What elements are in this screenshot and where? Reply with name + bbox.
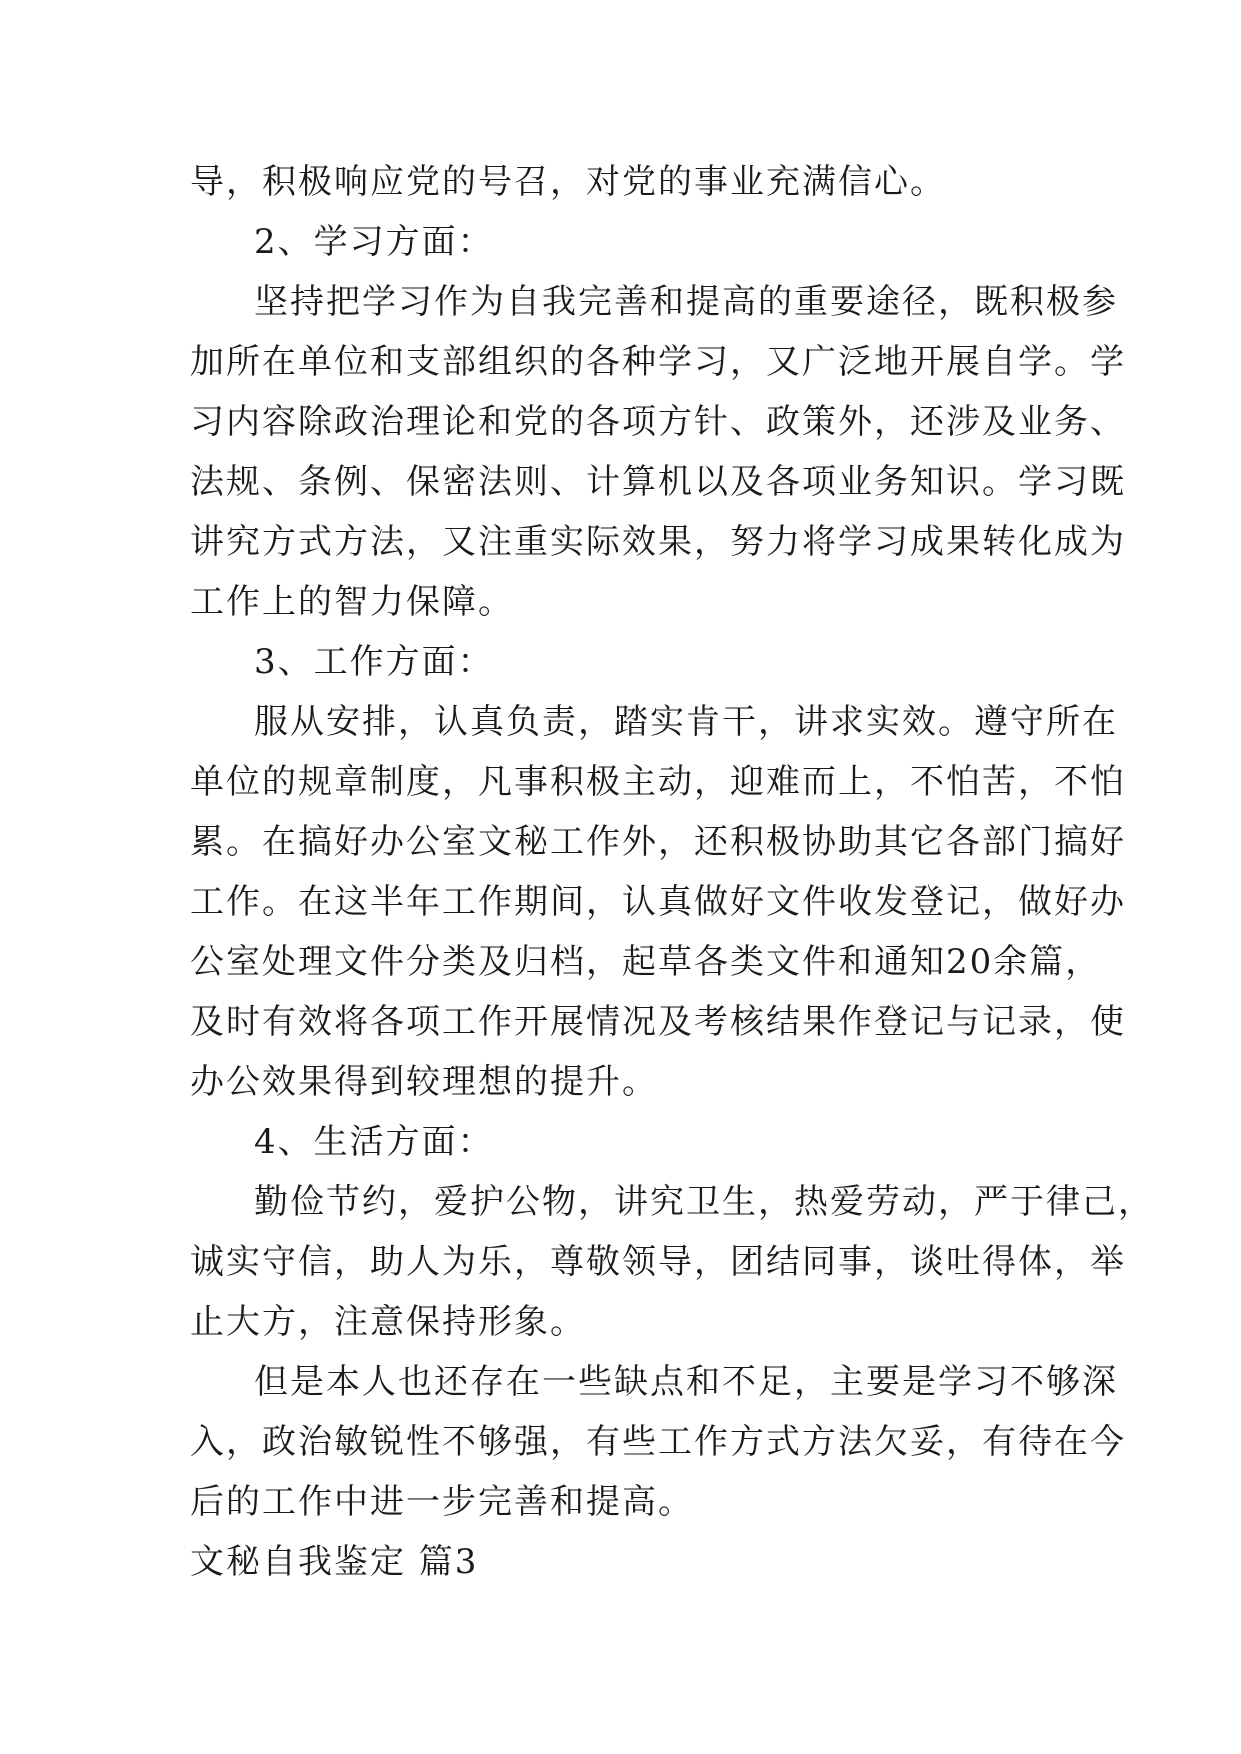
article-title: 文秘自我鉴定 篇3 — [190, 1542, 479, 1582]
paragraph-line: 公室处理文件分类及归档，起草各类文件和通知20余篇， — [190, 942, 1102, 982]
paragraph-line: 导，积极响应党的号召，对党的事业充满信心。 — [190, 162, 946, 202]
paragraph-line: 累。在搞好办公室文秘工作外，还积极协助其它各部门搞好 — [190, 822, 1126, 862]
paragraph-line: 办公效果得到较理想的提升。 — [190, 1062, 658, 1102]
section-heading-study: 2、学习方面： — [254, 222, 494, 262]
paragraph-line: 服从安排，认真负责，踏实肯干，讲求实效。遵守所在 — [254, 702, 1118, 742]
section-heading-life: 4、生活方面： — [254, 1122, 494, 1162]
paragraph-line: 后的工作中进一步完善和提高。 — [190, 1482, 694, 1522]
paragraph-line: 讲究方式方法，又注重实际效果，努力将学习成果转化成为 — [190, 522, 1126, 562]
paragraph-line: 及时有效将各项工作开展情况及考核结果作登记与记录，使 — [190, 1002, 1126, 1042]
paragraph-line: 单位的规章制度，凡事积极主动，迎难而上，不怕苦，不怕 — [190, 762, 1126, 802]
paragraph-line: 法规、条例、保密法则、计算机以及各项业务知识。学习既 — [190, 462, 1126, 502]
paragraph-line: 工作上的智力保障。 — [190, 582, 514, 622]
paragraph-line: 工作。在这半年工作期间，认真做好文件收发登记，做好办 — [190, 882, 1126, 922]
paragraph-line: 入，政治敏锐性不够强，有些工作方式方法欠妥，有待在今 — [190, 1422, 1126, 1462]
paragraph-line: 加所在单位和支部组织的各种学习，又广泛地开展自学。学 — [190, 342, 1126, 382]
paragraph-line: 止大方，注意保持形象。 — [190, 1302, 586, 1342]
paragraph-line: 习内容除政治理论和党的各项方针、政策外，还涉及业务、 — [190, 402, 1126, 442]
paragraph-line: 勤俭节约，爱护公物，讲究卫生，热爱劳动，严于律己， — [254, 1182, 1154, 1222]
paragraph-line: 但是本人也还存在一些缺点和不足，主要是学习不够深 — [254, 1362, 1118, 1402]
paragraph-line: 诚实守信，助人为乐，尊敬领导，团结同事，谈吐得体，举 — [190, 1242, 1126, 1282]
paragraph-line: 坚持把学习作为自我完善和提高的重要途径，既积极参 — [254, 282, 1118, 322]
section-heading-work: 3、工作方面： — [254, 642, 494, 682]
